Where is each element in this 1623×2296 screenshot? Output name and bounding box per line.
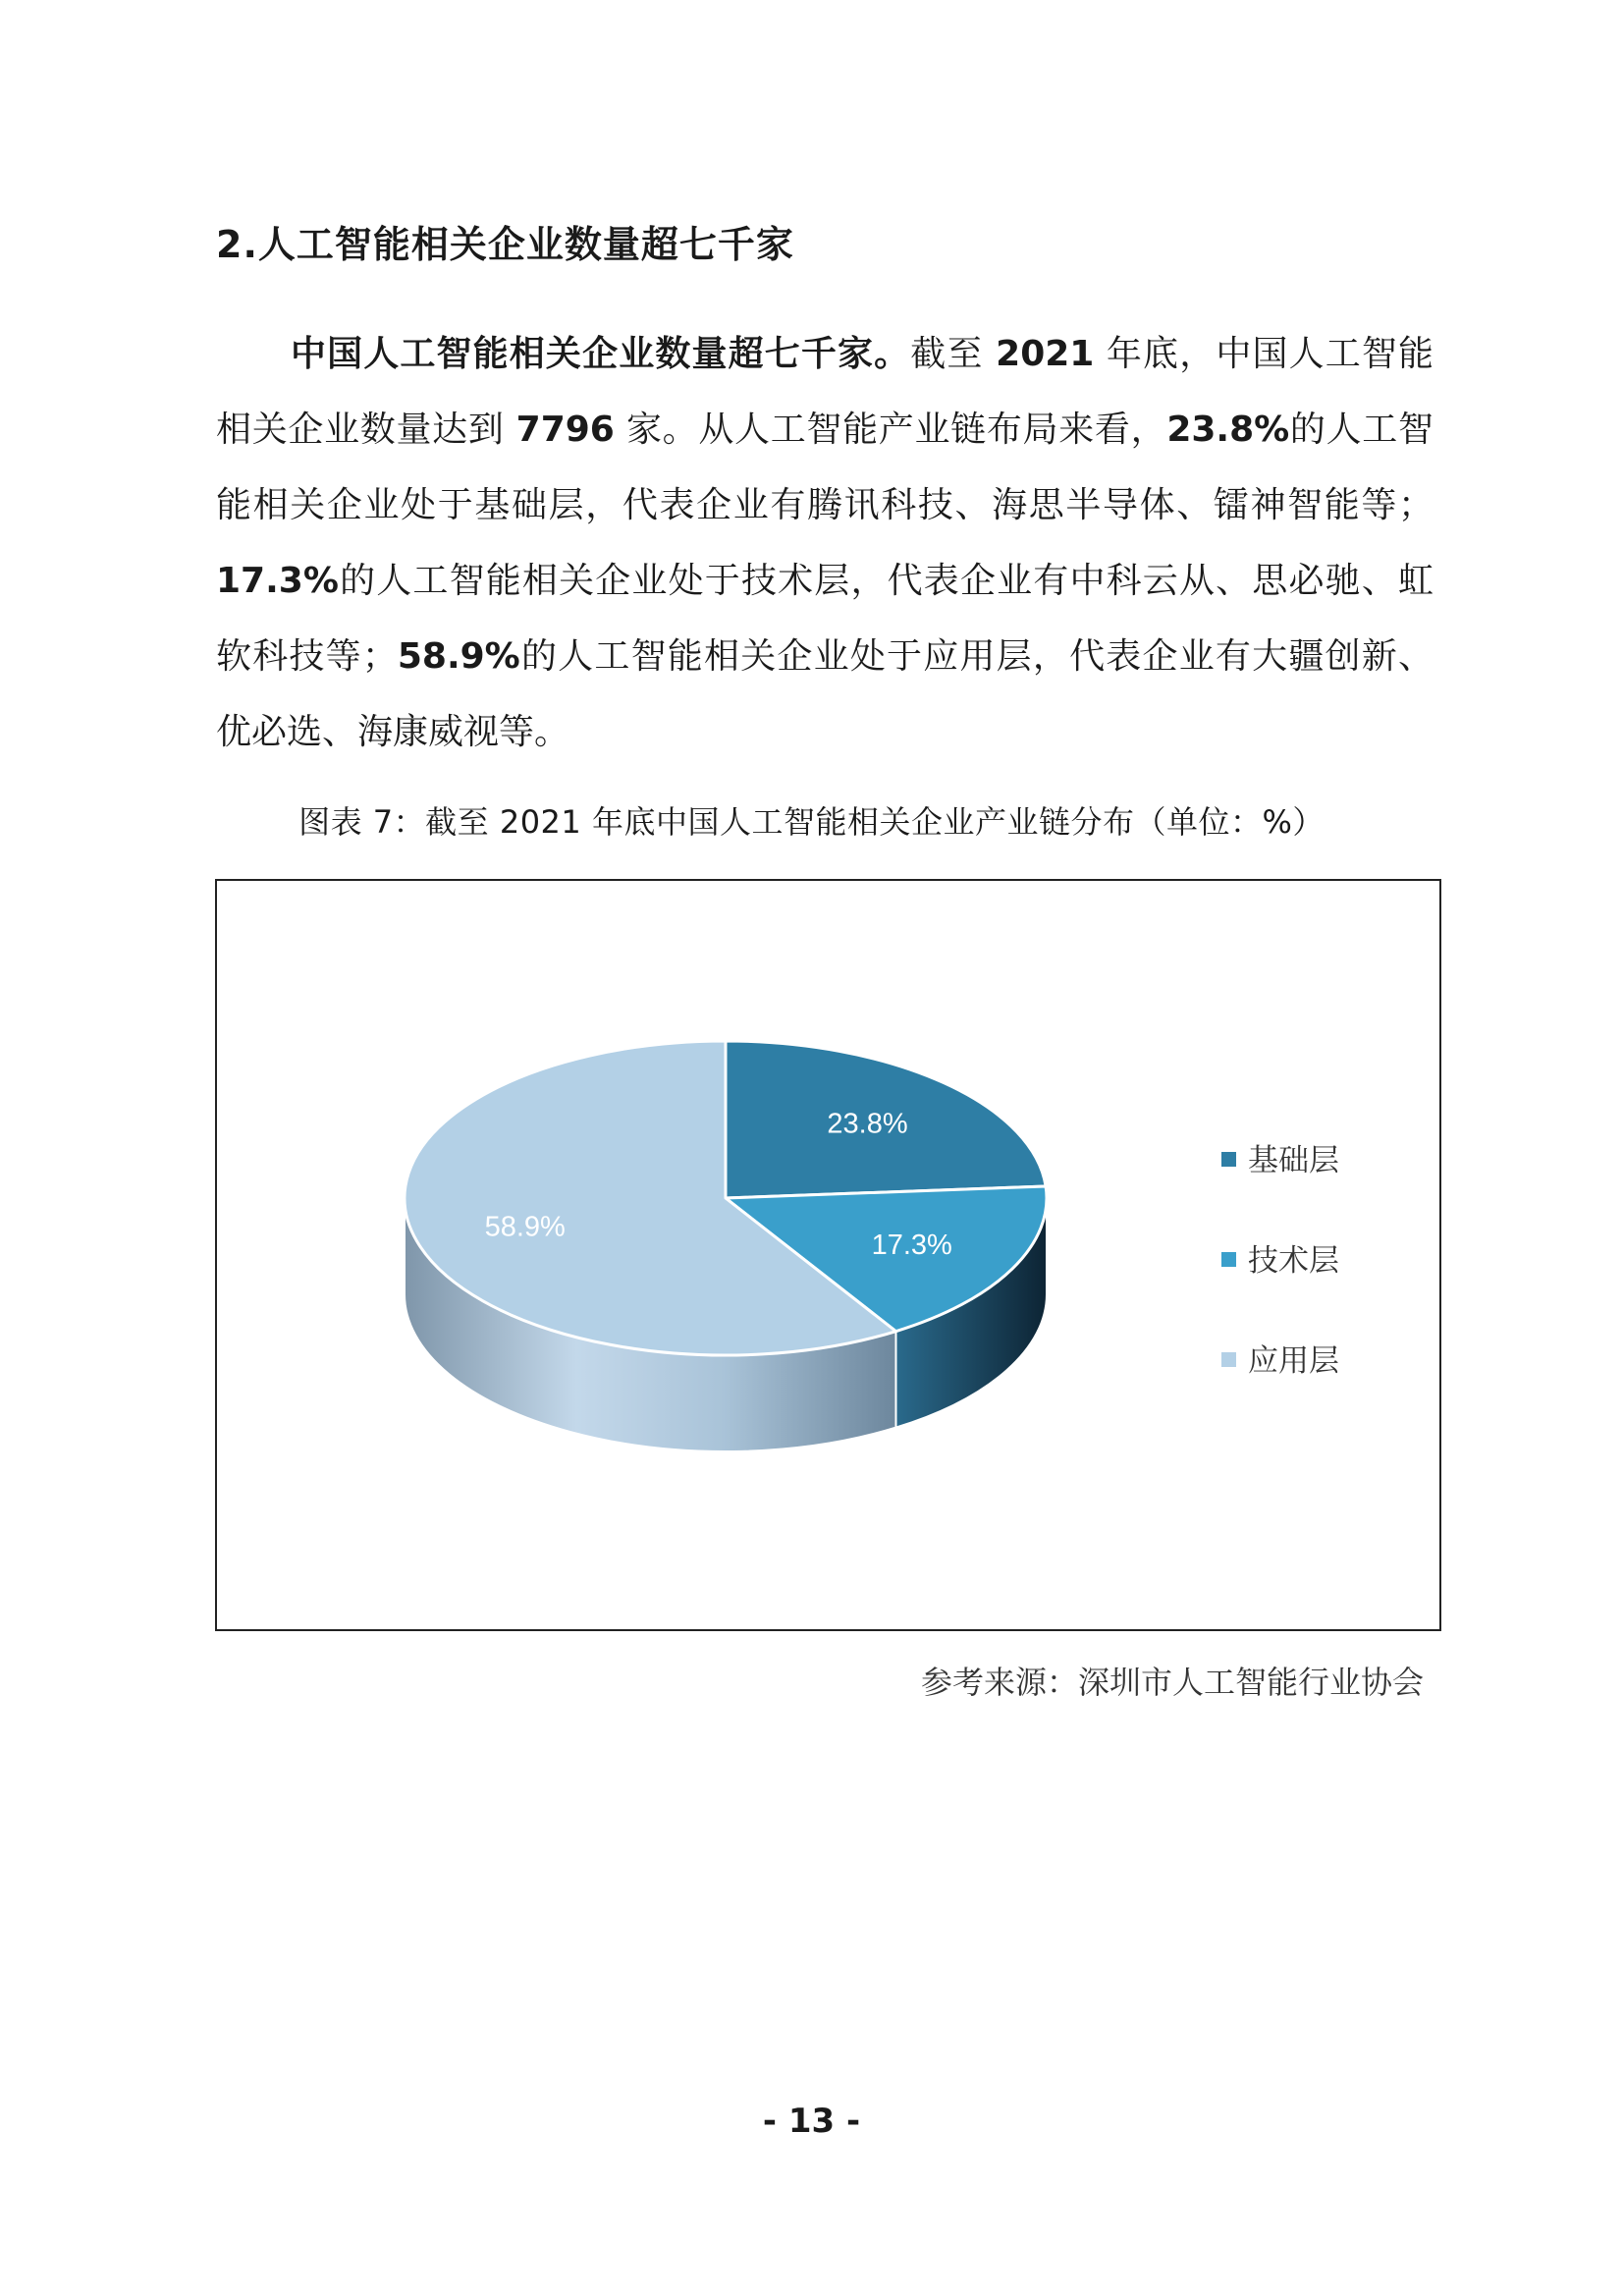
para-text-2: 年底，中国人工智能相关企业数量达到 xyxy=(216,334,1434,450)
data-label-基础层: 23.8% xyxy=(827,1108,908,1140)
body-paragraph xyxy=(216,316,1434,770)
legend-swatch-技术层 xyxy=(1221,1252,1236,1267)
data-label-应用层: 58.9% xyxy=(484,1211,566,1243)
legend-label-技术层: 技术层 xyxy=(1248,1243,1339,1279)
legend-label-应用层: 应用层 xyxy=(1248,1343,1339,1379)
data-label-技术层: 17.3% xyxy=(871,1229,952,1261)
section-heading: 2.人工智能相关企业数量超七千家 xyxy=(216,223,794,266)
app-layer-pct: 58.9% xyxy=(397,636,520,677)
tech-layer-pct: 17.3% xyxy=(216,561,339,601)
chart-frame xyxy=(215,879,1441,1631)
legend-swatch-应用层 xyxy=(1221,1352,1236,1367)
para-text-4: 的人工智能相关企业处于基础层，代表企业有腾讯科技、海思半导体、镭神智能等； xyxy=(216,410,1434,525)
pie-chart xyxy=(217,881,1443,1633)
para-text-3: 家。从人工智能产业链布局来看， xyxy=(614,410,1167,450)
year-value: 2021 xyxy=(996,334,1095,374)
para-text-1: 截至 xyxy=(910,334,997,374)
enterprise-count: 7796 xyxy=(515,410,615,450)
page-number: - 13 - xyxy=(762,2102,861,2141)
para-text-6: 的人工智能相关企业处于应用层，代表企业有大疆创新、优必选、海康威视等。 xyxy=(216,636,1434,752)
legend-label-基础层: 基础层 xyxy=(1248,1143,1339,1178)
legend-swatch-基础层 xyxy=(1221,1152,1236,1167)
source-note: 参考来源：深圳市人工智能行业协会 xyxy=(920,1664,1424,1701)
base-layer-pct: 23.8% xyxy=(1166,410,1290,450)
lead-sentence: 中国人工智能相关企业数量超七千家。 xyxy=(291,334,911,374)
figure-caption: 图表 7：截至 2021 年底中国人工智能相关企业产业链分布（单位：%） xyxy=(298,803,1325,841)
para-text-5: 的人工智能相关企业处于技术层，代表企业有中科云从、思必驰、虹软科技等； xyxy=(216,561,1434,677)
